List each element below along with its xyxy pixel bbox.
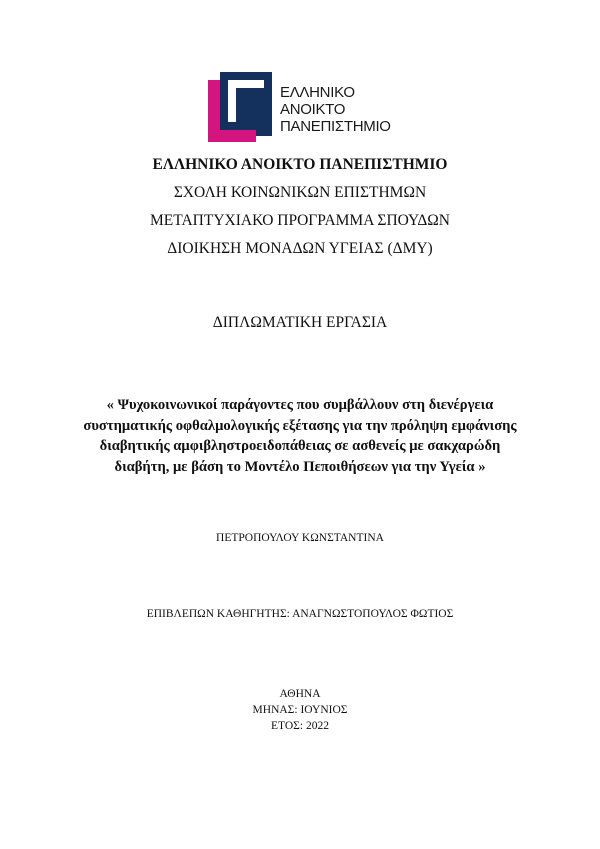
month: ΜΗΝΑΣ: ΙΟΥΝΙΟΣ bbox=[252, 704, 348, 716]
year: ΕΤΟΣ: 2022 bbox=[271, 720, 329, 732]
logo-line-1: ΕΛΛΗΝΙΚΟ bbox=[280, 84, 355, 101]
title-line: διαβητικής αμφιβληστροειδοπάθειας σε ασθενείς με σακχαρώδη bbox=[99, 438, 501, 454]
school-name: ΣΧΟΛΗ ΚΟΙΝΩΝΙΚΩΝ ΕΠΙΣΤΗΜΩΝ bbox=[173, 184, 427, 201]
logo-line-2: ΑΝΟΙΚΤΟ bbox=[280, 101, 346, 118]
document-type: ΔΙΠΛΩΜΑΤΙΚΗ ΕΡΓΑΣΙΑ bbox=[212, 314, 388, 331]
title-line: συστηματικής οφθαλμολογικής εξέτασης για την πρόληψη εμφάνισης bbox=[83, 417, 517, 434]
logo-wordmark bbox=[280, 84, 391, 135]
university-name: ΕΛΛΗΝΙΚΟ ΑΝΟΙΚΤΟ ΠΑΝΕΠΙΣΤΗΜΙΟ bbox=[152, 156, 448, 173]
thesis-title bbox=[50, 395, 550, 477]
eap-logo-icon bbox=[208, 72, 278, 142]
university-logo bbox=[208, 72, 408, 142]
specialization-name: ΔΙΟΙΚΗΣΗ ΜΟΝΑΔΩΝ ΥΓΕΙΑΣ (ΔΜΥ) bbox=[167, 240, 433, 257]
title-line: « Ψυχοκοινωνικοί παράγοντες που συμβάλλουν στη διενέργεια bbox=[106, 397, 494, 413]
city: ΑΘΗΝΑ bbox=[279, 688, 321, 700]
logo-line-3: ΠΑΝΕΠΙΣΤΗΜΙΟ bbox=[280, 118, 391, 135]
title-line: διαβήτη, με βάση το Μοντέλο Πεποιθήσεων για την Υγεία » bbox=[114, 458, 486, 475]
author-name: ΠΕΤΡΟΠΟΥΛΟΥ ΚΩΝΣΤΑΝΤΙΝΑ bbox=[216, 532, 384, 544]
program-name: ΜΕΤΑΠΤΥΧΙΑΚΟ ΠΡΟΓΡΑΜΜΑ ΣΠΟΥΔΩΝ bbox=[150, 212, 450, 229]
supervisor: ΕΠΙΒΛΕΠΩΝ ΚΑΘΗΓΗΤΗΣ: ΑΝΑΓΝΩΣΤΟΠΟΥΛΟΣ ΦΩΤΙΟΣ bbox=[146, 608, 454, 620]
